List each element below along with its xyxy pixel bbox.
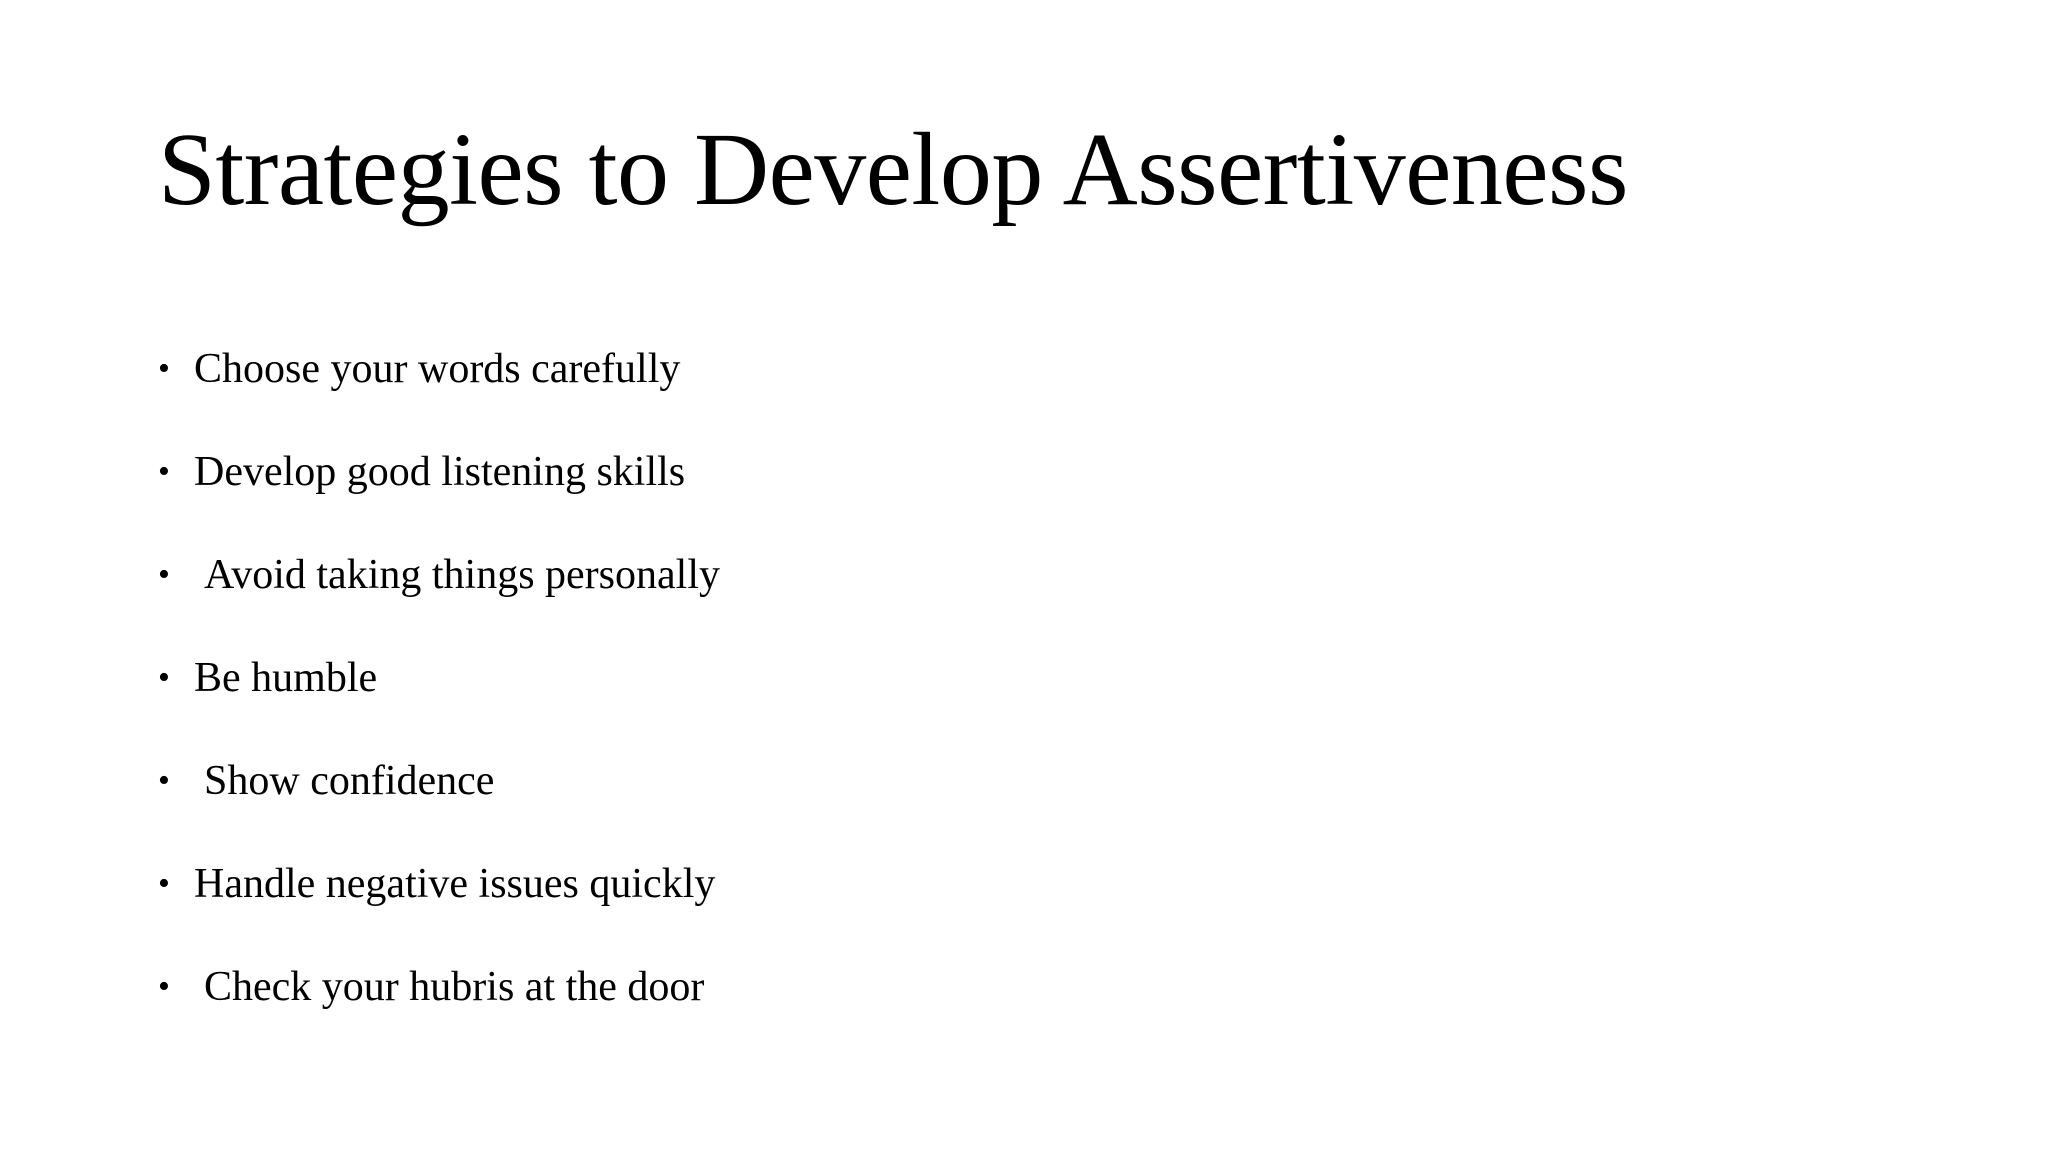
bullet-icon: • xyxy=(158,968,170,1005)
bullet-icon: • xyxy=(158,865,170,902)
bullet-icon: • xyxy=(158,453,170,490)
bullet-icon: • xyxy=(158,350,170,387)
bullet-icon: • xyxy=(158,556,170,593)
bullet-icon: • xyxy=(158,762,170,799)
slide-title: Strategies to Develop Assertiveness xyxy=(158,112,1628,227)
list-item-text: Check your hubris at the door xyxy=(204,964,705,1010)
list-item-text: Choose your words carefully xyxy=(194,346,681,392)
list-item-text: Be humble xyxy=(194,655,378,701)
list-item-text: Handle negative issues quickly xyxy=(194,861,716,907)
bullet-icon: • xyxy=(158,659,170,696)
list-item-text: Develop good listening skills xyxy=(194,449,686,495)
list-item-text: Avoid taking things personally xyxy=(204,552,720,598)
list-item-text: Show confidence xyxy=(204,758,495,804)
